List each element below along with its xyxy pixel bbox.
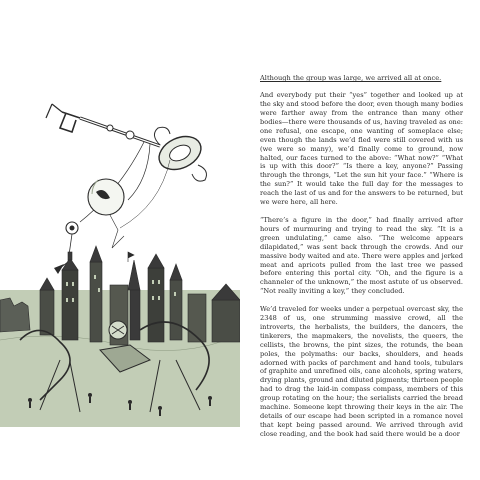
key-drawing	[46, 104, 206, 228]
section-heading: Although the group was large, we arrived all at once.	[260, 74, 442, 82]
illustration-art	[0, 0, 240, 427]
text-column	[260, 74, 463, 448]
paragraph-3: We’d traveled for weeks under a perpetual overcast sky, the 2348 of us, one strumming massive crowd, all the introverts, the herbalists, the builders, the dancers, the tinkerers, the mapmakers, the novelists, the queers, the cellists, the browns, the pint sizes, the rotunds, the bean poles, the polymaths: our backs, shoulders, and heads adorned with packs of parchment and hand tools, tubulars of graphite and unrefined oils, cane alcohols, spring waters, drying plants, ground and diluted pigments; thirteen people had to drag the laid-in compass compass, members of this group rotating on the hour; the serialists carried the bread machine. Someone kept throwing their keys in the air. The details of our escape had been scripted in a romance novel that kept being passed around. We arrived through avid close reading, and the book had said there would be a door	[260, 305, 463, 438]
paragraph-1: And everybody put their “yes” together and looked up at the sky and stood before the door, even though many bodies were farther away from the entrance than many other bodies—there were thousands of us, having traveled as one: one refusal, one escape, one wanting of someplace else; even though the lands we’d fled were still covered with us (we were so many), we’d finally come to ground, now halted, our faces turned to the above: “What now?” “What is up with this door?” “Is there a key, anyone?” Passing through the throngs, “Let the sun hit your face.” “Where is the sun?” It would take the full day for the messages to reach the last of us and for the answers to be returned, but we were here, all here.	[260, 91, 464, 207]
illustration	[0, 0, 240, 427]
hanging-pendants	[54, 215, 124, 274]
glass-orb	[88, 179, 124, 215]
paragraph-2: “There’s a figure in the door,” had finally arrived after hours of murmuring and trying to read the sky. “It is a green undulating,” came also. “The welcome appears dilapidated,” was sent back through the crowds. And our massive body waited and ate. There were apples and jerked meat and apricots pulled from the last tree we passed before entering this portal city. “Oh, and the figure is a channeler of the unknown,” the most astute of us observed. “Not really inviting a key,” they concluded.	[260, 215, 463, 296]
